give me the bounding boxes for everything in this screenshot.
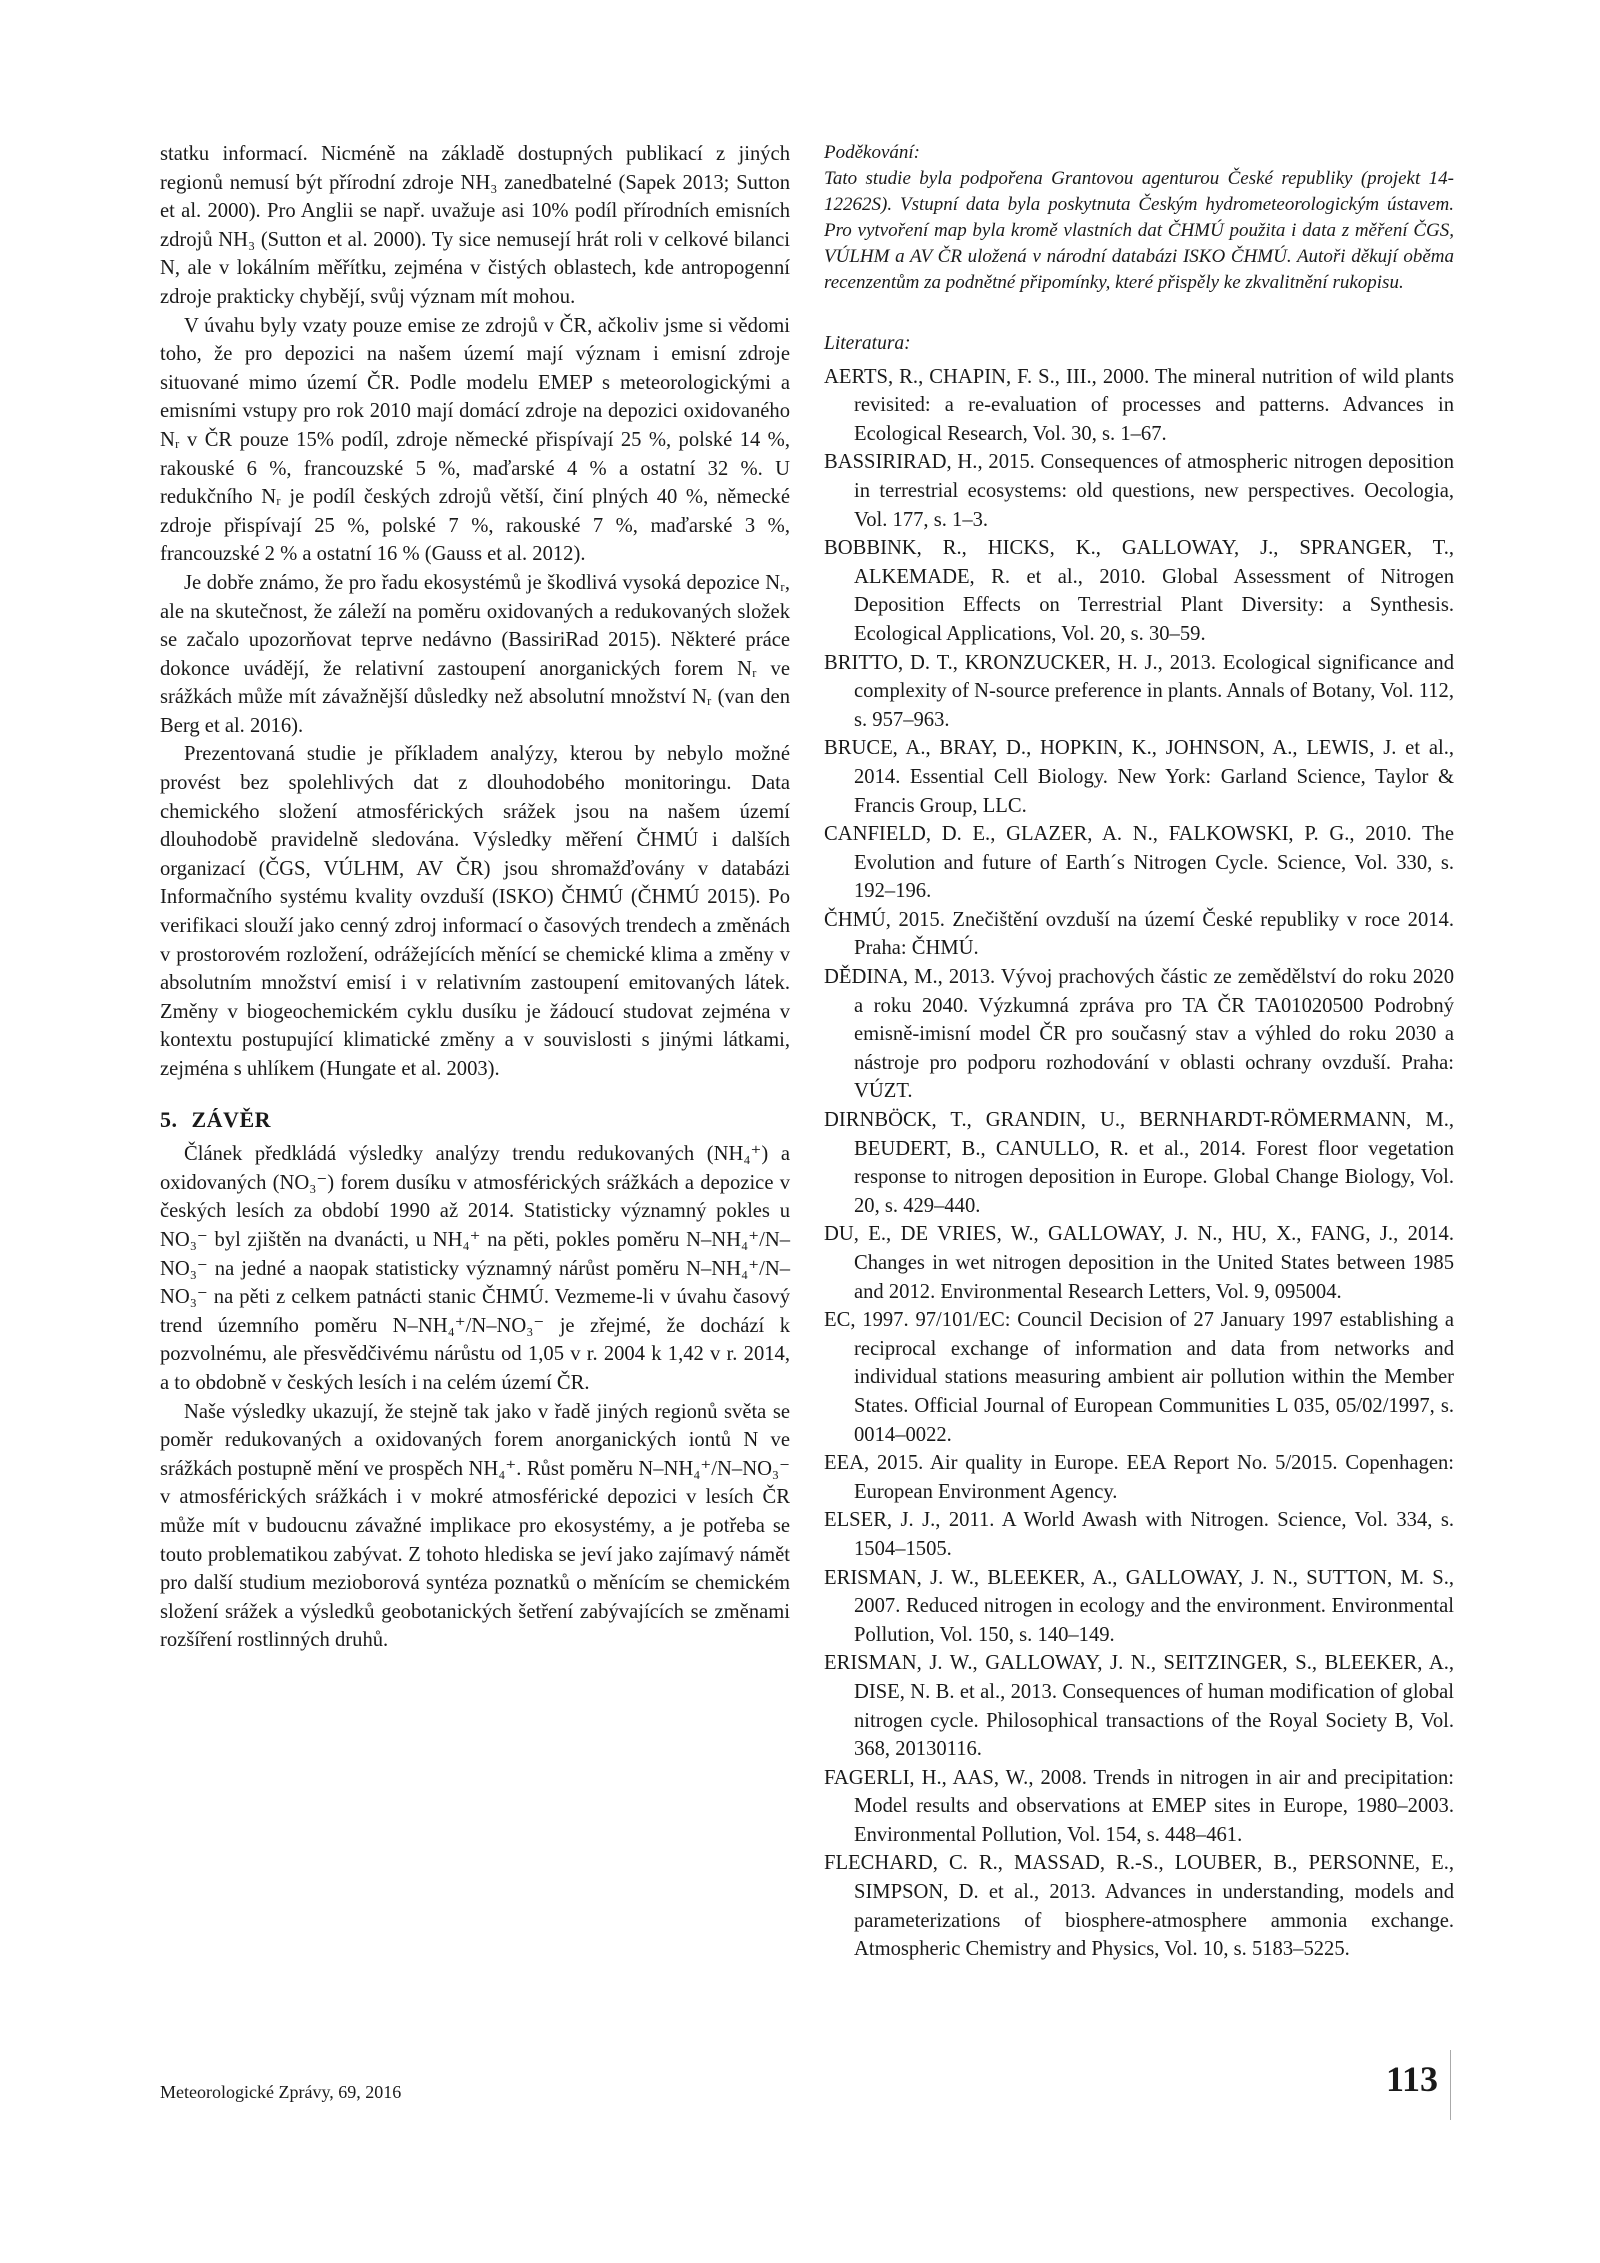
body-paragraph: V úvahu byly vzaty pouze emise ze zdrojů v ČR, ačkoliv jsme si vědomi toho, že pro depozici na našem území mají význam i emisní zdroje situované mimo území ČR. Podle modelu EMEP s meteorologickými a emisními vstupy pro rok 2010 mají domácí zdroje na depozici oxidovaného Nᵣ v ČR pouze 15% podíl, zdroje německé přispívají 25 %, polské 14 %, rakouské 6 %, francouzské 5 %, maďarské 4 % a ostatní 32 %. U redukčního Nᵣ je podíl českých zdrojů větší, činí plných 40 %, německé zdroje přispívají 25 %, polské 7 %, rakouské 7 %, maďarské 3 %, francouzské 2 % a ostatní 16 % (Gauss et al. 2012). — [160, 314, 790, 566]
reference-item: EEA, 2015. Air quality in Europe. EEA Report No. 5/2015. Copenhagen: European Environment Agency. — [824, 1452, 1454, 1503]
references-title: Literatura: — [824, 333, 911, 354]
footer-divider — [1450, 2050, 1451, 2120]
section-heading — [160, 1106, 790, 1135]
acknowledgement-text: Tato studie byla podpořena Grantovou agenturou České republiky (projekt 14-12262S). Vstupní data byla poskytnuta Českým hydrometeorologickým ústavem. Pro vytvoření map byla kromě vlastních dat ČHMÚ použita i data z měření ČGS, VÚLHM a AV ČR uložená v národní databázi ISKO ČHMÚ. Autoři děkují oběma recenzentům za podnětné připomínky, které přispěly ke zkvalitnění rukopisu. — [824, 168, 1454, 293]
reference-item: ELSER, J. J., 2011. A World Awash with Nitrogen. Science, Vol. 334, s. 1504–1505. — [824, 1509, 1454, 1560]
reference-item: CANFIELD, D. E., GLAZER, A. N., FALKOWSKI, P. G., 2010. The Evolution and future of Earth´s Nitrogen Cycle. Science, Vol. 330, s. 192–196. — [824, 823, 1454, 903]
reference-item: FAGERLI, H., AAS, W., 2008. Trends in nitrogen in air and precipitation: Model results and observations at EMEP sites in Europe, 1980–2003. Environmental Pollution, Vol. 154, s. 448–461. — [824, 1766, 1454, 1846]
reference-item: BASSIRIRAD, H., 2015. Consequences of atmospheric nitrogen deposition in terrestrial ecosystems: old questions, new perspectives. Oecologia, Vol. 177, s. 1–3. — [824, 451, 1454, 531]
section-number: 5. — [160, 1106, 178, 1132]
reference-item: ČHMÚ, 2015. Znečištění ovzduší na území České republiky v roce 2014. Praha: ČHMÚ. — [824, 908, 1454, 960]
body-paragraph: Je dobře známo, že pro řadu ekosystémů je škodlivá vysoká depozice Nᵣ, ale na skutečnost, že záleží na poměru oxidovaných a redukovaných složek se začalo upozorňovat teprve nedávno (BassiriRad 2015). Některé práce dokonce uvádějí, že relativní zastoupení anorganických forem Nᵣ ve srážkách může mít závažnější důsledky než absolutní množství Nᵣ (van den Berg et al. 2016). — [160, 571, 790, 737]
reference-item: DU, E., DE VRIES, W., GALLOWAY, J. N., HU, X., FANG, J., 2014. Changes in wet nitrogen deposition in the United States between 1985 and 2012. Environmental Research Letters, Vol. 9, 095004. — [824, 1223, 1454, 1303]
left-column — [160, 140, 790, 1655]
body-paragraph: Prezentovaná studie je příkladem analýzy, kterou by nebylo možné provést bez spolehlivých dat z dlouhodobého monitoringu. Data chemického složení atmosférických srážek jsou na našem území dlouhodobě pravidelně sledována. Výsledky měření ČHMÚ i dalších organizací (ČGS, VÚLHM, AV ČR) jsou shromažďovány v databázi Informačního systému kvality ovzduší (ISKO) ČHMÚ (ČHMÚ 2015). Po verifikaci slouží jako cenný zdroj informací o časových trendech a změnách v prostorovém rozložení, odrážejících měnící se chemické klima a změny v absolutním množství emisí i v relativním zastoupení emitovaných látek. Změny v biogeochemickém cyklu dusíku je žádoucí studovat zejména v kontextu postupující klimatické změny a v souvislosti s jinými látkami, zejména s uhlíkem (Hungate et al. 2003). — [160, 743, 790, 1080]
conclusion-paragraph: Naše výsledky ukazují, že stejně tak jako v řadě jiných regionů světa se poměr redukovaných a oxidovaných forem anorganických iontů N ve srážkách postupně mění ve prospěch NH₄⁺. Růst poměru N–NH₄⁺/N–NO₃⁻ v atmosférických srážkách i v mokré atmosférické depozici v lesích ČR může mít v budoucnu závažné implikace pro ekosystémy, a je potřeba se touto problematikou zabývat. Z tohoto hlediska se jeví jako zajímavý námět pro další studium mezioborová syntéza poznatků o měnícím se chemickém složení srážek a výsledků geobotanických šetření zabývajících se změnami rozšíření rostlinných druhů. — [160, 1400, 790, 1652]
reference-item: DIRNBÖCK, T., GRANDIN, U., BERNHARDT-RÖMERMANN, M., BEUDERT, B., CANULLO, R. et al., 2014. Forest floor vegetation response to nitrogen deposition in Europe. Global Change Biology, Vol. 20, s. 429–440. — [824, 1109, 1454, 1217]
reference-item: FLECHARD, C. R., MASSAD, R.-S., LOUBER, B., PERSONNE, E., SIMPSON, D. et al., 2013. Advances in understanding, models and parameterizations of biosphere-atmosphere ammonia exchange. Atmospheric Chemistry and Physics, Vol. 10, s. 5183–5225. — [824, 1852, 1454, 1961]
reference-list — [824, 363, 1454, 1964]
reference-item: BOBBINK, R., HICKS, K., GALLOWAY, J., SPRANGER, T., ALKEMADE, R. et al., 2010. Global Assessment of Nitrogen Deposition Effects on Terrestrial Plant Diversity: a Synthesis. Ecological Applications, Vol. 20, s. 30–59. — [824, 537, 1454, 645]
acknowledgement-title: Poděkování: — [824, 142, 921, 163]
reference-item: AERTS, R., CHAPIN, F. S., III., 2000. The mineral nutrition of wild plants revisited: a re-evaluation of processes and patterns. Advances in Ecological Research, Vol. 30, s. 1–67. — [824, 365, 1454, 445]
reference-item: DĚDINA, M., 2013. Vývoj prachových částic ze zemědělství do roku 2020 a roku 2040. Výzkumná zpráva pro TA ČR TA01020500 Podrobný emisně-imisní model ČR pro současný stav a výhled do roku 2030 a nástroje pro podporu rozhodování v oblasti ochrany ovzduší. Praha: VÚZT. — [824, 966, 1454, 1103]
journal-footer: Meteorologické Zprávy, 69, 2016 — [160, 2082, 402, 2102]
reference-item: ERISMAN, J. W., BLEEKER, A., GALLOWAY, J. N., SUTTON, M. S., 2007. Reduced nitrogen in ecology and the environment. Environmental Pollution, Vol. 150, s. 140–149. — [824, 1566, 1454, 1646]
conclusion-paragraph: Článek předkládá výsledky analýzy trendu redukovaných (NH₄⁺) a oxidovaných (NO₃⁻) forem dusíku v atmosférických srážkách a depozice v českých lesích za období 1990 až 2014. Statisticky významný pokles u NO₃⁻ byl zjištěn na dvanácti, u NH₄⁺ na pěti, pokles poměru N–NH₄⁺/N–NO₃⁻ na jedné a naopak statisticky významný nárůst poměru N–NH₄⁺/N–NO₃⁻ na pěti z celkem patnácti stanic ČHMÚ. Vezmeme-li v úvahu časový trend územního poměru N–NH₄⁺/N–NO₃⁻ je zřejmé, že dochází k pozvolnému, ale přesvědčivému nárůstu od 1,05 v r. 2004 k 1,42 v r. 2014, a to obdobně v českých lesích i na celém území ČR. — [160, 1143, 790, 1394]
section-title: ZÁVĚR — [191, 1106, 272, 1132]
reference-item: BRITTO, D. T., KRONZUCKER, H. J., 2013. Ecological significance and complexity of N-source preference in plants. Annals of Botany, Vol. 112, s. 957–963. — [824, 651, 1454, 731]
reference-item: ERISMAN, J. W., GALLOWAY, J. N., SEITZINGER, S., BLEEKER, A., DISE, N. B. et al., 2013. Consequences of human modification of global nitrogen cycle. Philosophical transactions of the Royal Society B, Vol. 368, 20130116. — [824, 1652, 1454, 1761]
reference-item: EC, 1997. 97/101/EC: Council Decision of 27 January 1997 establishing a reciprocal exchange of information and data from networks and individual stations measuring ambient air pollution within the Member States. Official Journal of European Communities L 035, 05/02/1997, s. 0014–0022. — [824, 1309, 1454, 1446]
page-number: 113 — [1386, 2059, 1439, 2099]
body-paragraph: statku informací. Nicméně na základě dostupných publikací z jiných regionů nemusí být přírodní zdroje NH₃ zanedbatelné (Sapek 2013; Sutton et al. 2000). Pro Anglii se např. uvažuje asi 10% podíl přírodních emisních zdrojů NH₃ (Sutton et al. 2000). Ty sice nemusejí hrát roli v celkové bilanci N, ale v lokálním měřítku, zejména v čistých oblastech, kde antropogenní zdroje prakticky chybějí, svůj význam mít mohou. — [160, 143, 790, 308]
reference-item: BRUCE, A., BRAY, D., HOPKIN, K., JOHNSON, A., LEWIS, J. et al., 2014. Essential Cell Biology. New York: Garland Science, Taylor & Francis Group, LLC. — [824, 737, 1454, 817]
right-column — [824, 140, 1454, 1964]
